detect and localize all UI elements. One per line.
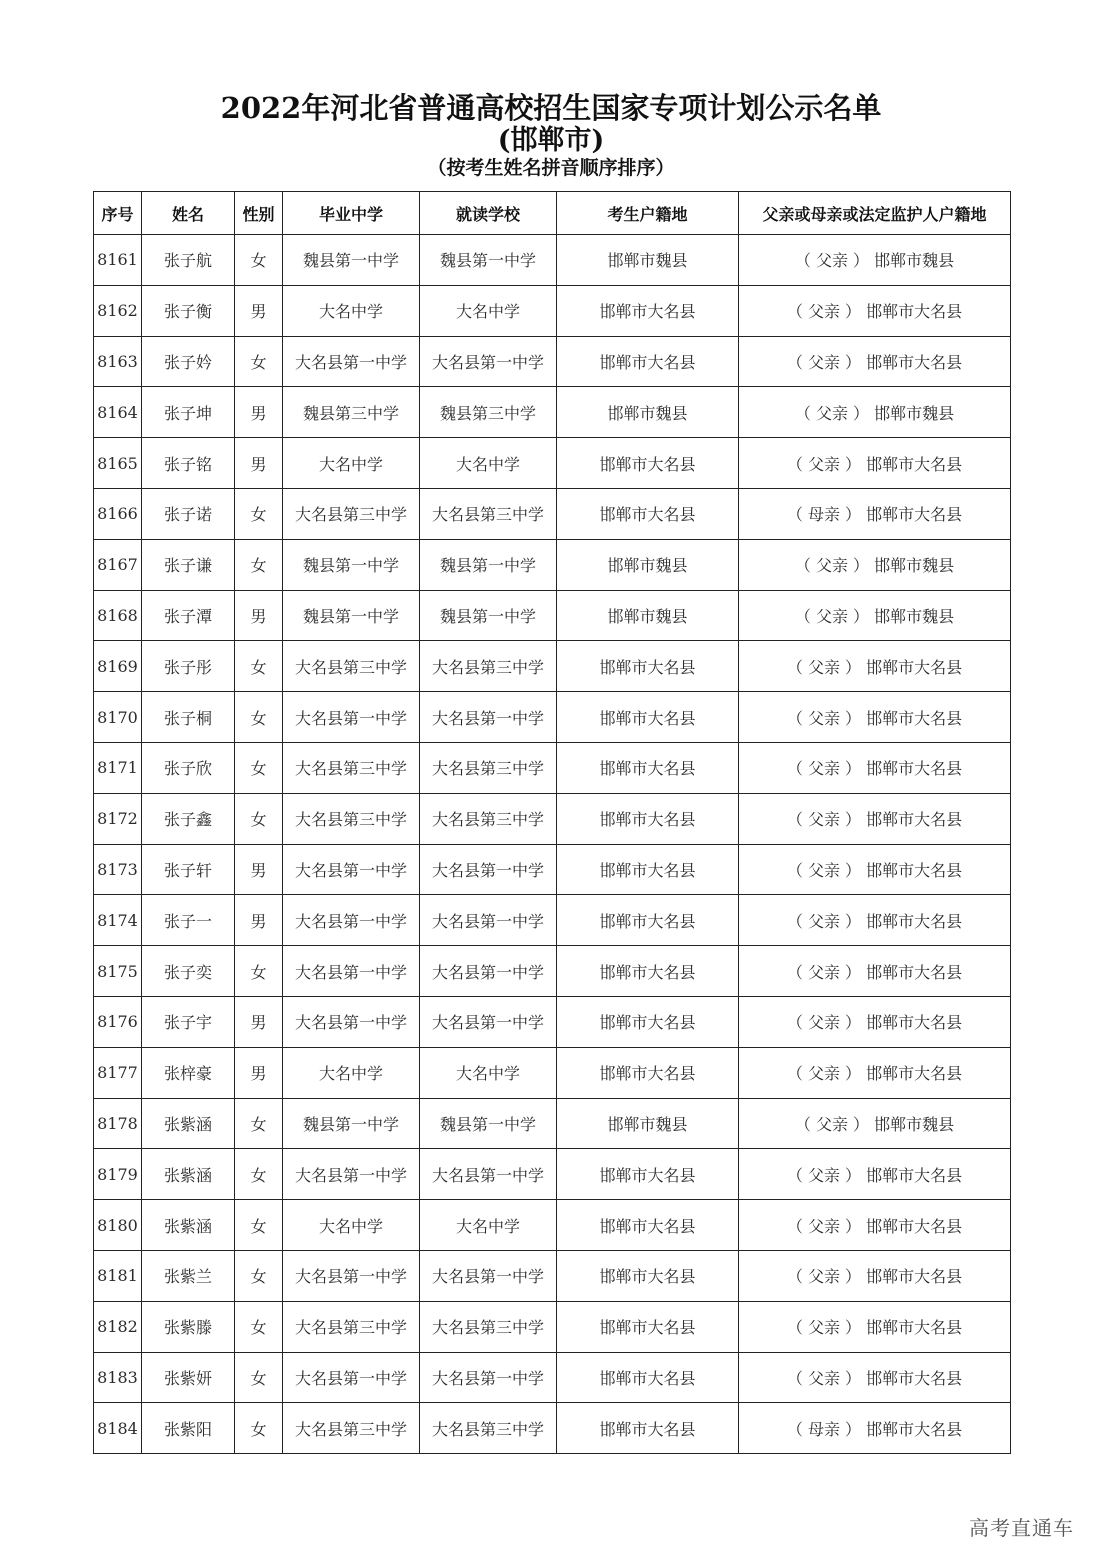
cell-parent-hukou: （ 父亲 ） 邯郸市魏县	[739, 387, 1011, 438]
table-row	[94, 488, 1011, 539]
table-row	[94, 692, 1011, 743]
cell-name: 张子宇	[142, 996, 235, 1047]
cell-current-school: 魏县第一中学	[420, 1098, 557, 1149]
cell-current-school: 大名中学	[420, 1200, 557, 1251]
cell-current-school: 大名县第一中学	[420, 1352, 557, 1403]
cell-parent-hukou: （ 父亲 ） 邯郸市大名县	[739, 1149, 1011, 1200]
cell-parent-hukou: （ 父亲 ） 邯郸市大名县	[739, 692, 1011, 743]
cell-hukou: 邯郸市大名县	[557, 895, 739, 946]
cell-serial: 8169	[94, 641, 142, 692]
cell-graduated-school: 魏县第一中学	[283, 590, 420, 641]
cell-parent-hukou: （ 父亲 ） 邯郸市大名县	[739, 793, 1011, 844]
cell-graduated-school: 大名县第一中学	[283, 1149, 420, 1200]
cell-serial: 8171	[94, 742, 142, 793]
header-name: 姓名	[142, 192, 235, 235]
cell-current-school: 大名县第一中学	[420, 336, 557, 387]
header-serial: 序号	[94, 192, 142, 235]
cell-current-school: 大名县第一中学	[420, 1250, 557, 1301]
cell-name: 张子妗	[142, 336, 235, 387]
cell-parent-hukou: （ 父亲 ） 邯郸市大名县	[739, 742, 1011, 793]
cell-hukou: 邯郸市大名县	[557, 1149, 739, 1200]
cell-name: 张子铭	[142, 438, 235, 489]
cell-name: 张子欣	[142, 742, 235, 793]
cell-name: 张紫涵	[142, 1098, 235, 1149]
cell-parent-hukou: （ 父亲 ） 邯郸市大名县	[739, 1200, 1011, 1251]
cell-hukou: 邯郸市大名县	[557, 692, 739, 743]
cell-graduated-school: 大名县第一中学	[283, 336, 420, 387]
cell-name: 张子鑫	[142, 793, 235, 844]
cell-hukou: 邯郸市大名县	[557, 742, 739, 793]
cell-parent-hukou: （ 父亲 ） 邯郸市大名县	[739, 1250, 1011, 1301]
cell-gender: 女	[235, 1352, 283, 1403]
cell-hukou: 邯郸市大名县	[557, 1403, 739, 1454]
cell-current-school: 大名县第一中学	[420, 844, 557, 895]
cell-serial: 8168	[94, 590, 142, 641]
cell-hukou: 邯郸市大名县	[557, 1047, 739, 1098]
cell-graduated-school: 大名县第三中学	[283, 793, 420, 844]
cell-graduated-school: 大名县第三中学	[283, 742, 420, 793]
cell-serial: 8181	[94, 1250, 142, 1301]
cell-name: 张紫兰	[142, 1250, 235, 1301]
table-row	[94, 1098, 1011, 1149]
cell-graduated-school: 大名县第三中学	[283, 1301, 420, 1352]
cell-hukou: 邯郸市魏县	[557, 1098, 739, 1149]
cell-parent-hukou: （ 父亲 ） 邯郸市魏县	[739, 539, 1011, 590]
cell-parent-hukou: （ 父亲 ） 邯郸市大名县	[739, 1352, 1011, 1403]
table-row	[94, 1200, 1011, 1251]
table-row	[94, 1047, 1011, 1098]
cell-graduated-school: 大名中学	[283, 285, 420, 336]
cell-parent-hukou: （ 父亲 ） 邯郸市大名县	[739, 1301, 1011, 1352]
table-row	[94, 742, 1011, 793]
cell-serial: 8170	[94, 692, 142, 743]
cell-gender: 男	[235, 1047, 283, 1098]
cell-serial: 8184	[94, 1403, 142, 1454]
cell-serial: 8182	[94, 1301, 142, 1352]
cell-name: 张子轩	[142, 844, 235, 895]
cell-gender: 女	[235, 946, 283, 997]
cell-parent-hukou: （ 父亲 ） 邯郸市大名县	[739, 1047, 1011, 1098]
cell-name: 张子诺	[142, 488, 235, 539]
cell-current-school: 大名县第一中学	[420, 996, 557, 1047]
cell-hukou: 邯郸市大名县	[557, 946, 739, 997]
cell-serial: 8177	[94, 1047, 142, 1098]
cell-name: 张紫滕	[142, 1301, 235, 1352]
cell-graduated-school: 大名县第一中学	[283, 946, 420, 997]
header-hukou: 考生户籍地	[557, 192, 739, 235]
cell-current-school: 大名县第三中学	[420, 488, 557, 539]
cell-current-school: 大名县第三中学	[420, 1301, 557, 1352]
cell-graduated-school: 大名县第一中学	[283, 996, 420, 1047]
cell-current-school: 大名中学	[420, 1047, 557, 1098]
cell-parent-hukou: （ 母亲 ） 邯郸市大名县	[739, 1403, 1011, 1454]
cell-name: 张子潭	[142, 590, 235, 641]
cell-name: 张紫涵	[142, 1200, 235, 1251]
roster-body	[94, 235, 1011, 1454]
cell-hukou: 邯郸市大名县	[557, 1250, 739, 1301]
cell-serial: 8162	[94, 285, 142, 336]
cell-graduated-school: 大名县第一中学	[283, 844, 420, 895]
cell-parent-hukou: （ 父亲 ） 邯郸市魏县	[739, 235, 1011, 286]
cell-serial: 8174	[94, 895, 142, 946]
cell-parent-hukou: （ 父亲 ） 邯郸市大名县	[739, 336, 1011, 387]
cell-gender: 男	[235, 590, 283, 641]
cell-current-school: 大名县第一中学	[420, 946, 557, 997]
cell-gender: 女	[235, 235, 283, 286]
cell-name: 张子奕	[142, 946, 235, 997]
table-row	[94, 996, 1011, 1047]
header-current-school: 就读学校	[420, 192, 557, 235]
cell-current-school: 魏县第一中学	[420, 590, 557, 641]
cell-parent-hukou: （ 父亲 ） 邯郸市大名县	[739, 438, 1011, 489]
watermark: 高考直通车	[969, 1516, 1074, 1540]
cell-current-school: 大名县第一中学	[420, 692, 557, 743]
table-row	[94, 336, 1011, 387]
cell-graduated-school: 大名县第三中学	[283, 1403, 420, 1454]
table-row	[94, 793, 1011, 844]
document-city: (邯郸市)	[497, 125, 605, 156]
table-row	[94, 285, 1011, 336]
cell-current-school: 大名县第三中学	[420, 742, 557, 793]
cell-name: 张子桐	[142, 692, 235, 743]
cell-parent-hukou: （ 母亲 ） 邯郸市大名县	[739, 488, 1011, 539]
cell-serial: 8172	[94, 793, 142, 844]
cell-parent-hukou: （ 父亲 ） 邯郸市魏县	[739, 1098, 1011, 1149]
cell-gender: 男	[235, 844, 283, 895]
table-row	[94, 235, 1011, 286]
cell-serial: 8173	[94, 844, 142, 895]
table-row	[94, 539, 1011, 590]
cell-parent-hukou: （ 父亲 ） 邯郸市大名县	[739, 895, 1011, 946]
cell-graduated-school: 大名中学	[283, 1200, 420, 1251]
cell-hukou: 邯郸市大名县	[557, 793, 739, 844]
cell-name: 张子航	[142, 235, 235, 286]
cell-gender: 女	[235, 1403, 283, 1454]
cell-serial: 8166	[94, 488, 142, 539]
cell-graduated-school: 大名县第三中学	[283, 641, 420, 692]
cell-graduated-school: 大名县第三中学	[283, 488, 420, 539]
cell-current-school: 魏县第一中学	[420, 235, 557, 286]
roster-table	[93, 191, 1011, 1454]
cell-parent-hukou: （ 父亲 ） 邯郸市大名县	[739, 844, 1011, 895]
cell-gender: 女	[235, 336, 283, 387]
cell-gender: 女	[235, 793, 283, 844]
cell-name: 张子彤	[142, 641, 235, 692]
cell-gender: 女	[235, 1301, 283, 1352]
cell-parent-hukou: （ 父亲 ） 邯郸市大名县	[739, 285, 1011, 336]
table-row	[94, 946, 1011, 997]
cell-hukou: 邯郸市魏县	[557, 539, 739, 590]
header-row	[94, 192, 1011, 235]
cell-serial: 8167	[94, 539, 142, 590]
cell-graduated-school: 大名县第一中学	[283, 895, 420, 946]
cell-graduated-school: 魏县第三中学	[283, 387, 420, 438]
cell-graduated-school: 魏县第一中学	[283, 539, 420, 590]
cell-name: 张紫阳	[142, 1403, 235, 1454]
cell-serial: 8164	[94, 387, 142, 438]
cell-gender: 女	[235, 641, 283, 692]
cell-serial: 8179	[94, 1149, 142, 1200]
cell-hukou: 邯郸市魏县	[557, 590, 739, 641]
cell-name: 张紫妍	[142, 1352, 235, 1403]
cell-current-school: 大名县第一中学	[420, 1149, 557, 1200]
cell-hukou: 邯郸市大名县	[557, 488, 739, 539]
cell-serial: 8161	[94, 235, 142, 286]
table-row	[94, 641, 1011, 692]
cell-hukou: 邯郸市大名县	[557, 1301, 739, 1352]
cell-graduated-school: 大名中学	[283, 1047, 420, 1098]
header-gender: 性别	[235, 192, 283, 235]
cell-name: 张子谦	[142, 539, 235, 590]
table-row	[94, 1250, 1011, 1301]
cell-parent-hukou: （ 父亲 ） 邯郸市魏县	[739, 590, 1011, 641]
cell-gender: 女	[235, 742, 283, 793]
cell-graduated-school: 大名县第一中学	[283, 1250, 420, 1301]
cell-hukou: 邯郸市魏县	[557, 387, 739, 438]
cell-gender: 男	[235, 438, 283, 489]
cell-name: 张子衡	[142, 285, 235, 336]
cell-gender: 男	[235, 387, 283, 438]
cell-serial: 8175	[94, 946, 142, 997]
cell-hukou: 邯郸市大名县	[557, 1352, 739, 1403]
cell-serial: 8176	[94, 996, 142, 1047]
cell-hukou: 邯郸市大名县	[557, 996, 739, 1047]
cell-graduated-school: 大名县第一中学	[283, 1352, 420, 1403]
cell-serial: 8183	[94, 1352, 142, 1403]
cell-hukou: 邯郸市大名县	[557, 1200, 739, 1251]
cell-gender: 女	[235, 1200, 283, 1251]
cell-hukou: 邯郸市魏县	[557, 235, 739, 286]
cell-graduated-school: 大名县第一中学	[283, 692, 420, 743]
cell-hukou: 邯郸市大名县	[557, 641, 739, 692]
cell-parent-hukou: （ 父亲 ） 邯郸市大名县	[739, 641, 1011, 692]
header-parent-hukou: 父亲或母亲或法定监护人户籍地	[739, 192, 1011, 235]
cell-gender: 女	[235, 488, 283, 539]
header-graduated-school: 毕业中学	[283, 192, 420, 235]
cell-current-school: 大名中学	[420, 438, 557, 489]
cell-hukou: 邯郸市大名县	[557, 438, 739, 489]
table-row	[94, 1352, 1011, 1403]
cell-current-school: 大名县第三中学	[420, 793, 557, 844]
table-row	[94, 844, 1011, 895]
cell-graduated-school: 魏县第一中学	[283, 235, 420, 286]
cell-gender: 男	[235, 895, 283, 946]
cell-name: 张梓豪	[142, 1047, 235, 1098]
sort-note: （按考生姓名拼音顺序排序）	[427, 157, 675, 179]
cell-gender: 女	[235, 692, 283, 743]
cell-current-school: 大名县第一中学	[420, 895, 557, 946]
table-row	[94, 1149, 1011, 1200]
cell-hukou: 邯郸市大名县	[557, 285, 739, 336]
cell-name: 张紫涵	[142, 1149, 235, 1200]
cell-graduated-school: 魏县第一中学	[283, 1098, 420, 1149]
table-row	[94, 438, 1011, 489]
cell-current-school: 大名中学	[420, 285, 557, 336]
cell-gender: 女	[235, 1250, 283, 1301]
cell-current-school: 大名县第三中学	[420, 1403, 557, 1454]
cell-current-school: 魏县第一中学	[420, 539, 557, 590]
table-row	[94, 1403, 1011, 1454]
cell-name: 张子坤	[142, 387, 235, 438]
cell-current-school: 大名县第三中学	[420, 641, 557, 692]
cell-serial: 8178	[94, 1098, 142, 1149]
cell-current-school: 魏县第三中学	[420, 387, 557, 438]
cell-serial: 8163	[94, 336, 142, 387]
document-title: 2022年河北省普通高校招生国家专项计划公示名单	[220, 91, 882, 125]
table-row	[94, 1301, 1011, 1352]
cell-gender: 女	[235, 539, 283, 590]
cell-gender: 男	[235, 285, 283, 336]
cell-gender: 女	[235, 1149, 283, 1200]
table-row	[94, 387, 1011, 438]
cell-name: 张子一	[142, 895, 235, 946]
table-row	[94, 590, 1011, 641]
cell-serial: 8180	[94, 1200, 142, 1251]
cell-parent-hukou: （ 父亲 ） 邯郸市大名县	[739, 946, 1011, 997]
cell-serial: 8165	[94, 438, 142, 489]
cell-hukou: 邯郸市大名县	[557, 336, 739, 387]
cell-gender: 男	[235, 996, 283, 1047]
cell-parent-hukou: （ 父亲 ） 邯郸市大名县	[739, 996, 1011, 1047]
cell-hukou: 邯郸市大名县	[557, 844, 739, 895]
cell-graduated-school: 大名中学	[283, 438, 420, 489]
cell-gender: 女	[235, 1098, 283, 1149]
table-row	[94, 895, 1011, 946]
